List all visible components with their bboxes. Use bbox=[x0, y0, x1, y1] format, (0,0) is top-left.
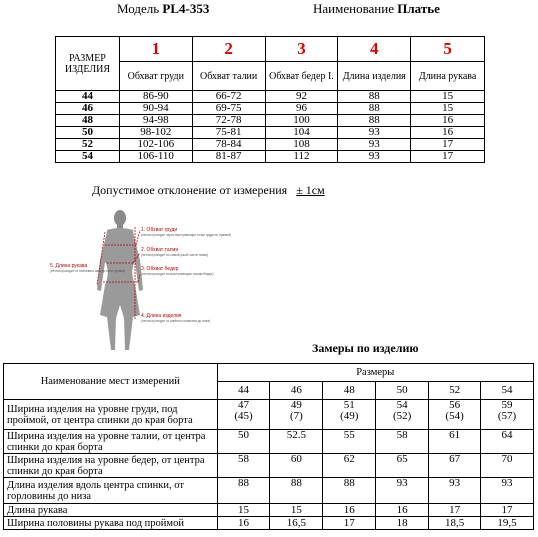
value-cell: 64 bbox=[481, 430, 534, 454]
size-cell: 54 bbox=[56, 151, 120, 163]
value-cell: 93 bbox=[338, 151, 411, 163]
value-cell: 69-75 bbox=[192, 103, 265, 115]
table-row bbox=[56, 103, 485, 115]
value-cell: 58 bbox=[376, 430, 429, 454]
value-cell: 92 bbox=[265, 91, 338, 103]
param-name: Ширина изделия на уровне бедер, от центра спинки до края борта bbox=[4, 454, 218, 478]
name-label: Наименование bbox=[313, 1, 398, 16]
size-column-header: 52 bbox=[429, 382, 481, 400]
value-cell: 100 bbox=[265, 115, 338, 127]
value-cell: 88 bbox=[217, 478, 270, 504]
param-name: Ширина изделия на уровне груди, под проймой, от центра спинки до края борта bbox=[4, 400, 218, 430]
value-cell: 93 bbox=[429, 478, 481, 504]
value-cell: 88 bbox=[338, 103, 411, 115]
garment-measurements-table bbox=[3, 363, 534, 530]
name-value: Платье bbox=[397, 1, 440, 16]
value-cell: 17 bbox=[411, 151, 485, 163]
value-cell: 51 (49) bbox=[323, 400, 376, 430]
value-cell: 66-72 bbox=[192, 91, 265, 103]
size-cell: 44 bbox=[56, 91, 120, 103]
table-row bbox=[4, 517, 534, 530]
table-row bbox=[4, 400, 534, 430]
value-cell: 17 bbox=[411, 139, 485, 151]
value-cell: 15 bbox=[270, 504, 323, 517]
column-number: 5 bbox=[411, 37, 485, 62]
value-cell: 59 (57) bbox=[481, 400, 534, 430]
table-row bbox=[56, 151, 485, 163]
value-cell: 106-110 bbox=[119, 151, 192, 163]
value-cell: 88 bbox=[323, 478, 376, 504]
param-name: Длина изделия вдоль центра спинки, от горловины до низа bbox=[4, 478, 218, 504]
value-cell: 61 bbox=[429, 430, 481, 454]
value-cell: 55 bbox=[323, 430, 376, 454]
size-column-header: 48 bbox=[323, 382, 376, 400]
column-number: 3 bbox=[265, 37, 338, 62]
size-chart-table bbox=[55, 36, 485, 163]
value-cell: 56 (54) bbox=[429, 400, 481, 430]
value-cell: 16 bbox=[411, 127, 485, 139]
figure-note-chest: (лента проходит через выступающие точки груди по прямой) bbox=[141, 233, 232, 237]
column-number: 1 bbox=[119, 37, 192, 62]
size-cell: 48 bbox=[56, 115, 120, 127]
value-cell: 88 bbox=[338, 91, 411, 103]
size-column-header: 50 bbox=[376, 382, 429, 400]
value-cell: 98-102 bbox=[119, 127, 192, 139]
table-row bbox=[4, 430, 534, 454]
value-cell: 58 bbox=[217, 454, 270, 478]
size-cell: 52 bbox=[56, 139, 120, 151]
table-row bbox=[4, 454, 534, 478]
tolerance-text: Допустимое отклонение от измерения bbox=[92, 183, 288, 197]
woman-silhouette-icon bbox=[97, 210, 143, 350]
value-cell: 81-87 bbox=[192, 151, 265, 163]
param-name: Ширина половины рукава под проймой bbox=[4, 517, 218, 530]
column-label: Обхват груди bbox=[119, 62, 192, 91]
value-cell: 16 bbox=[376, 504, 429, 517]
garment-table-title: Замеры по изделию bbox=[312, 341, 419, 355]
model-heading bbox=[117, 1, 209, 17]
column-label-row bbox=[56, 62, 485, 91]
size-cell: 50 bbox=[56, 127, 120, 139]
value-cell: 49 (7) bbox=[270, 400, 323, 430]
value-cell: 17 bbox=[323, 517, 376, 530]
value-cell: 102-106 bbox=[119, 139, 192, 151]
value-cell: 72-78 bbox=[192, 115, 265, 127]
product-name-heading bbox=[313, 1, 440, 17]
value-cell: 47 (45) bbox=[217, 400, 270, 430]
value-cell: 16 bbox=[323, 504, 376, 517]
column-label: Длина изделия bbox=[338, 62, 411, 91]
table-row bbox=[56, 115, 485, 127]
column-number-row bbox=[56, 37, 485, 62]
value-cell: 65 bbox=[376, 454, 429, 478]
value-cell: 50 bbox=[217, 430, 270, 454]
value-cell: 17 bbox=[481, 504, 534, 517]
value-cell: 78-84 bbox=[192, 139, 265, 151]
value-cell: 94-98 bbox=[119, 115, 192, 127]
header-row bbox=[4, 364, 534, 382]
value-cell: 88 bbox=[338, 115, 411, 127]
figure-label-waist: 2. Обхват талии bbox=[141, 247, 179, 253]
tolerance-note bbox=[92, 183, 325, 198]
value-cell: 18 bbox=[376, 517, 429, 530]
value-cell: 90-94 bbox=[119, 103, 192, 115]
model-label: Модель bbox=[117, 1, 163, 16]
value-cell: 93 bbox=[481, 478, 534, 504]
table-row bbox=[56, 127, 485, 139]
column-label: Обхват талии bbox=[192, 62, 265, 91]
value-cell: 16,5 bbox=[270, 517, 323, 530]
figure-label-sleeve: 5. Длина рукава bbox=[50, 263, 88, 269]
value-cell: 60 bbox=[270, 454, 323, 478]
value-cell: 112 bbox=[265, 151, 338, 163]
value-cell: 62 bbox=[323, 454, 376, 478]
table-row bbox=[4, 504, 534, 517]
value-cell: 67 bbox=[429, 454, 481, 478]
value-cell: 86-90 bbox=[119, 91, 192, 103]
value-cell: 17 bbox=[429, 504, 481, 517]
value-cell: 93 bbox=[376, 478, 429, 504]
size-column-header: 44 bbox=[217, 382, 270, 400]
figure-label-hips: 3. Обхват бедер bbox=[141, 266, 179, 272]
table-row bbox=[4, 478, 534, 504]
figure-label-length: 4. Длина изделия bbox=[141, 313, 182, 319]
param-name: Ширина изделия на уровне талии, от центра спинки до края борта bbox=[4, 430, 218, 454]
value-cell: 18,5 bbox=[429, 517, 481, 530]
figure-note-hips: (лента проходит по выступающим точкам бедер) bbox=[141, 272, 214, 276]
param-name: Длина рукава bbox=[4, 504, 218, 517]
size-header: РАЗМЕР ИЗДЕЛИЯ bbox=[56, 37, 120, 91]
value-cell: 15 bbox=[411, 103, 485, 115]
value-cell: 88 bbox=[270, 478, 323, 504]
figure-label-chest: 1. Обхват груди bbox=[141, 227, 178, 233]
model-value: PL4-353 bbox=[162, 1, 210, 16]
value-cell: 16 bbox=[217, 517, 270, 530]
table-row bbox=[56, 91, 485, 103]
figure-note-sleeve: (лента проходит от плечевого шва до низа рукава) bbox=[50, 269, 126, 273]
value-cell: 19,5 bbox=[481, 517, 534, 530]
value-cell: 108 bbox=[265, 139, 338, 151]
column-label: Длина рукава bbox=[411, 62, 485, 91]
value-cell: 15 bbox=[411, 91, 485, 103]
value-cell: 52.5 bbox=[270, 430, 323, 454]
measurement-figure bbox=[45, 205, 245, 355]
value-cell: 93 bbox=[338, 139, 411, 151]
figure-note-length: (лента проходит от шейного позвонка до низа) bbox=[141, 319, 211, 323]
table-row bbox=[56, 139, 485, 151]
size-cell: 46 bbox=[56, 103, 120, 115]
column-label: Обхват бедер I. bbox=[265, 62, 338, 91]
value-cell: 104 bbox=[265, 127, 338, 139]
size-column-header: 46 bbox=[270, 382, 323, 400]
value-cell: 93 bbox=[338, 127, 411, 139]
value-cell: 96 bbox=[265, 103, 338, 115]
value-cell: 16 bbox=[411, 115, 485, 127]
value-cell: 54 (52) bbox=[376, 400, 429, 430]
tolerance-value: ± 1см bbox=[296, 183, 325, 197]
column-number: 2 bbox=[192, 37, 265, 62]
value-cell: 75-81 bbox=[192, 127, 265, 139]
size-column-header: 54 bbox=[481, 382, 534, 400]
column-number: 4 bbox=[338, 37, 411, 62]
value-cell: 70 bbox=[481, 454, 534, 478]
figure-note-waist: (лента проходит по самой узкой части талии) bbox=[141, 253, 209, 257]
value-cell: 15 bbox=[217, 504, 270, 517]
param-header: Наименование мест измерений bbox=[4, 364, 218, 400]
sizes-header: Размеры bbox=[217, 364, 533, 382]
